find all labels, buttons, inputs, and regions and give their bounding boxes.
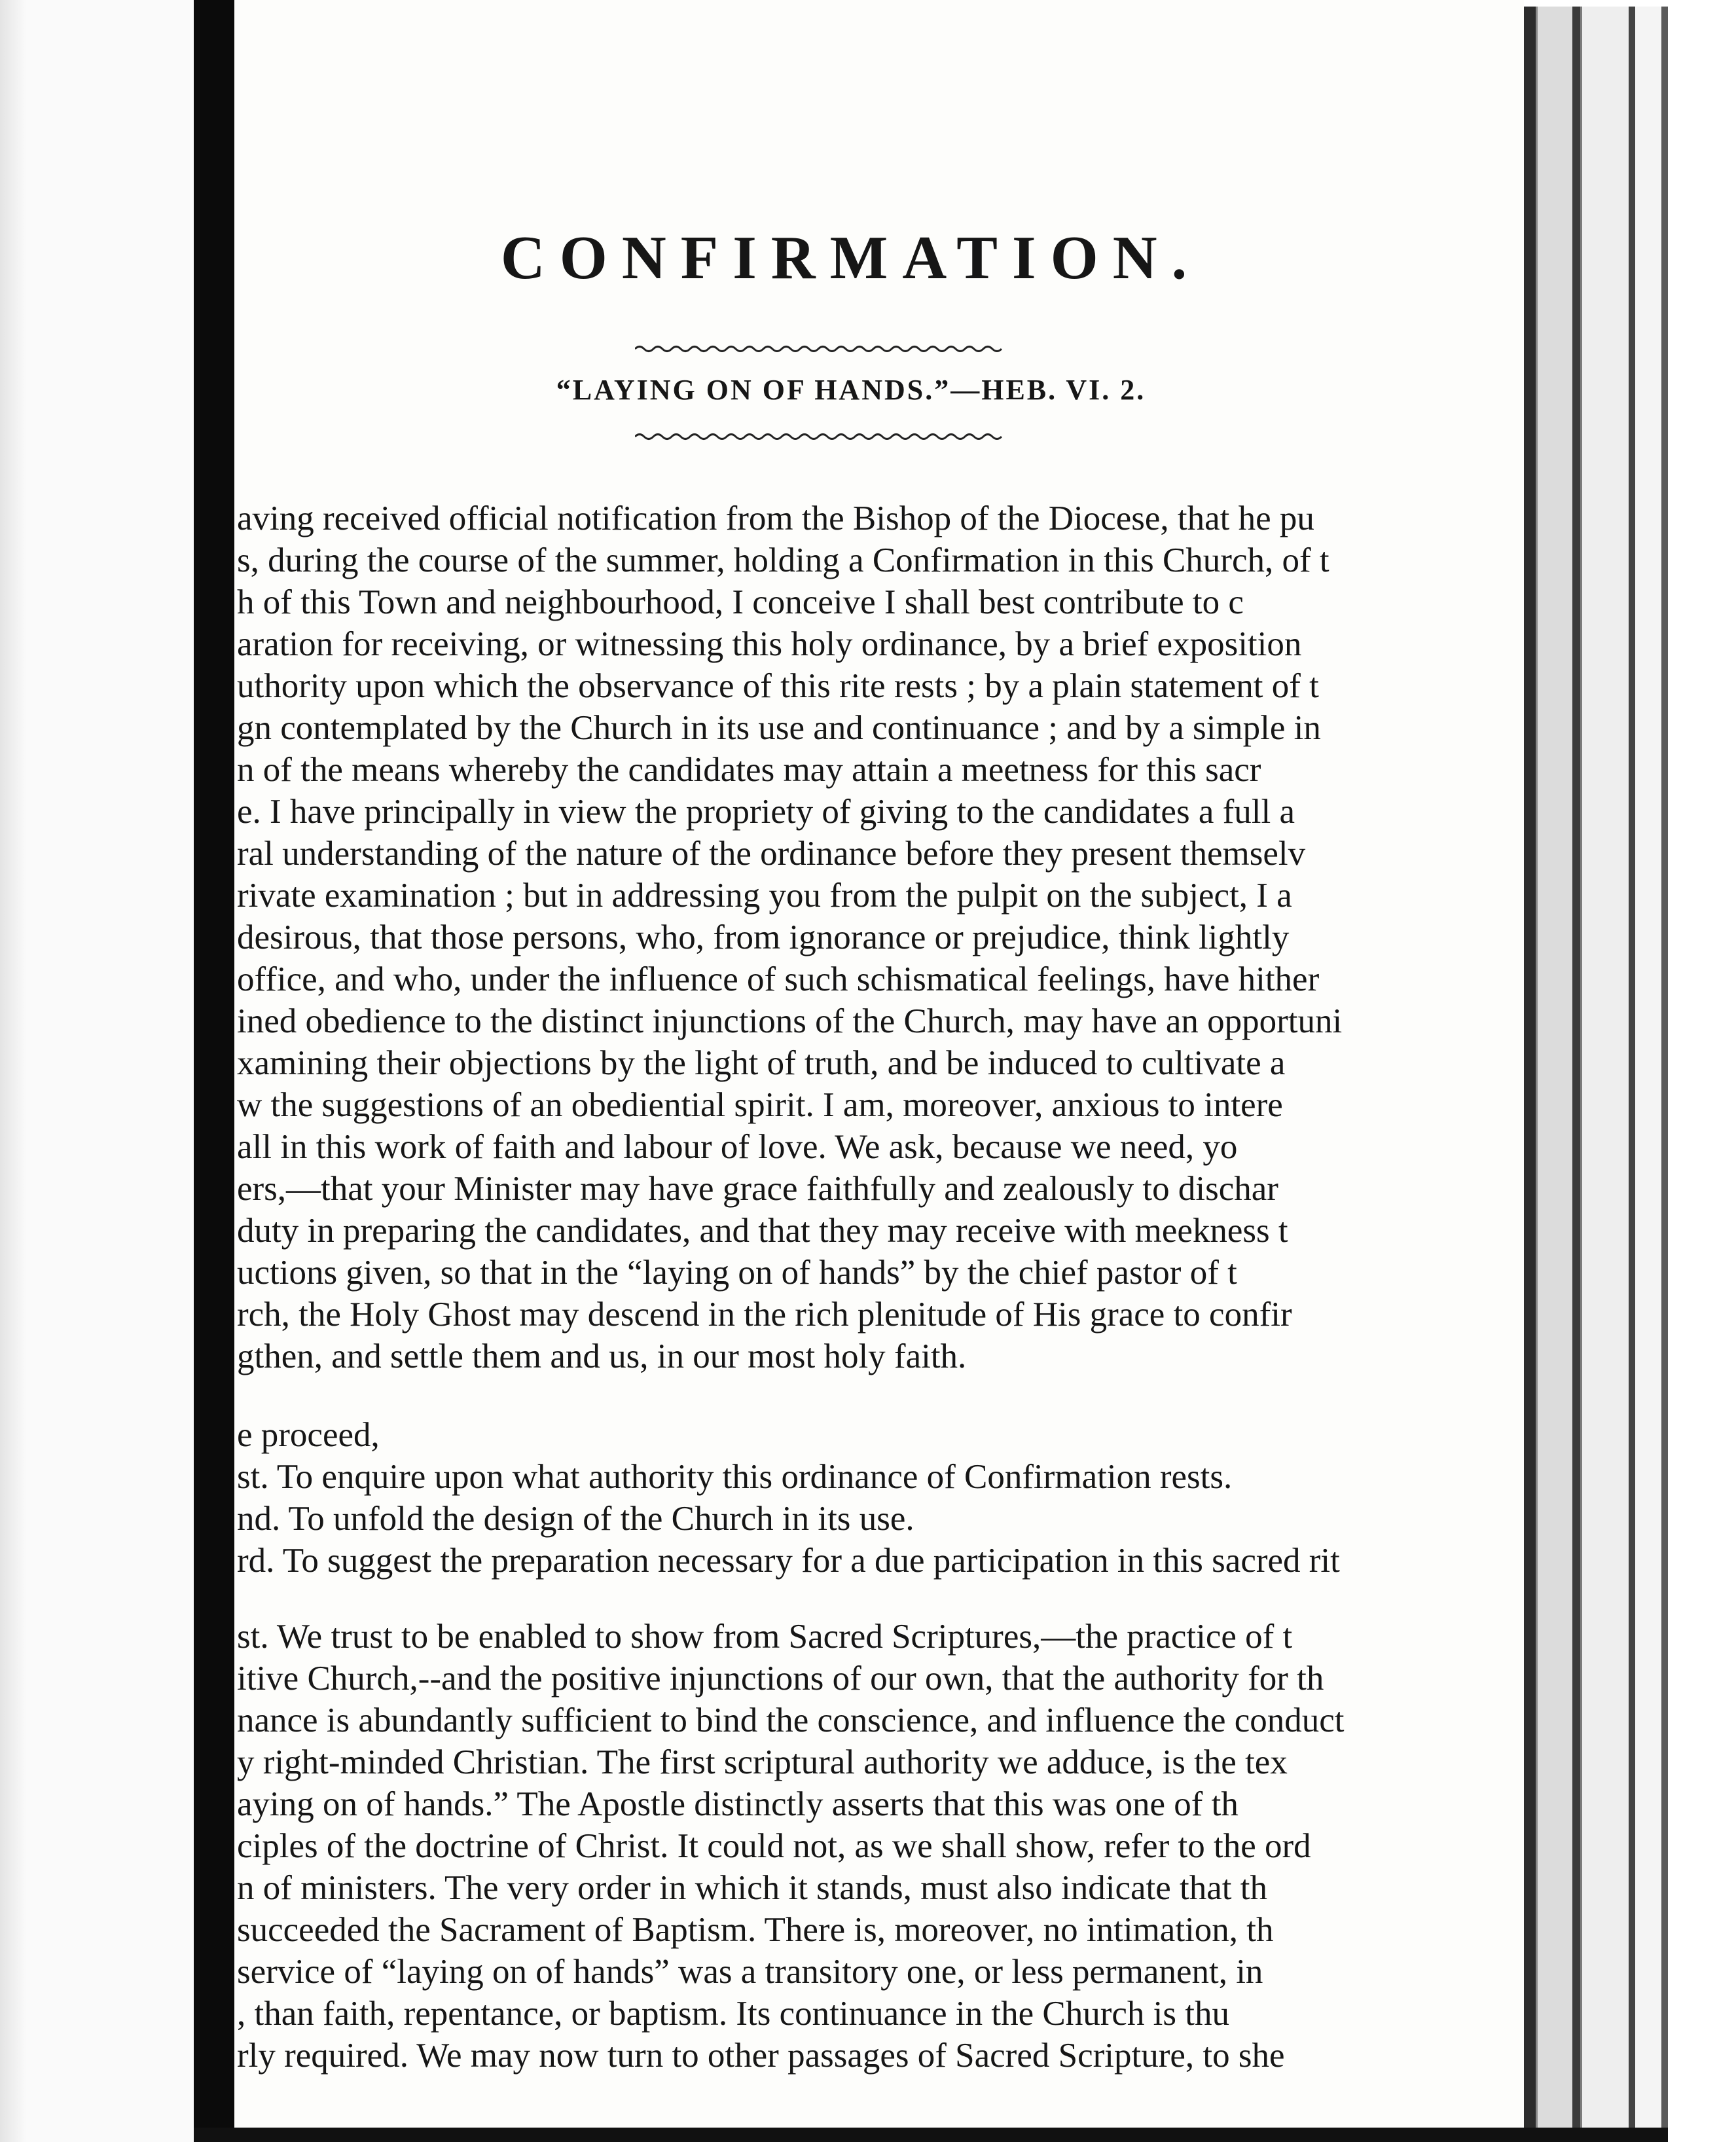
list-item: rd. To suggest the preparation necessary for a due participation in this sacred rit	[237, 1542, 1340, 1580]
book-gutter	[194, 0, 234, 2142]
text-line: e. I have principally in view the propriety of giving to the candidates a full a	[237, 793, 1295, 831]
page-edge	[1629, 7, 1635, 2128]
book-bottom-edge	[194, 2128, 1668, 2142]
page-edge	[1580, 7, 1631, 2128]
text-line: aying on of hands.” The Apostle distinctly asserts that this was one of th	[237, 1785, 1239, 1823]
scan-margin	[1668, 0, 1736, 2142]
page-edge	[1524, 7, 1536, 2128]
text-line: office, and who, under the influence of such schismatical feelings, have hither	[237, 960, 1320, 998]
text-line: rly required. We may now turn to other passages of Sacred Scripture, to she	[237, 2037, 1285, 2075]
text-line: rch, the Holy Ghost may descend in the rich plenitude of His grace to confir	[237, 1296, 1292, 1334]
page-edge	[1635, 7, 1661, 2128]
division-list	[237, 1414, 1524, 1582]
text-line: duty in preparing the candidates, and that they may receive with meekness t	[237, 1212, 1288, 1250]
text-line: uctions given, so that in the “laying on of hands” by the chief pastor of t	[237, 1254, 1237, 1292]
text-line: xamining their objections by the light of truth, and be induced to cultivate a	[237, 1044, 1286, 1082]
text-line: succeeded the Sacrament of Baptism. There is, moreover, no intimation, th	[237, 1911, 1274, 1949]
text-line: gthen, and settle them and us, in our most holy faith.	[237, 1337, 967, 1375]
text-line: nance is abundantly sufficient to bind the conscience, and influence the conduct	[237, 1701, 1345, 1739]
text-line: w the suggestions of an obediential spirit. I am, moreover, anxious to intere	[237, 1086, 1283, 1124]
text-line: n of ministers. The very order in which it stands, must also indicate that th	[237, 1869, 1268, 1907]
text-line: st. We trust to be enabled to show from Sacred Scriptures,—the practice of t	[237, 1618, 1293, 1656]
text-line: s, during the course of the summer, holding a Confirmation in this Church, of t	[237, 541, 1329, 579]
epigraph: “LAYING ON OF HANDS.”—HEB. VI. 2.	[556, 374, 1146, 406]
text-line: gn contemplated by the Church in its use and continuance ; and by a simple in	[237, 709, 1321, 747]
text-line: desirous, that those persons, who, from ignorance or prejudice, think lightly	[237, 918, 1290, 956]
text-line: h of this Town and neighbourhood, I conceive I shall best contribute to c	[237, 583, 1244, 621]
list-item: e proceed,	[237, 1416, 380, 1454]
facing-page-shading	[0, 0, 26, 2142]
text-line: aration for receiving, or witnessing this holy ordinance, by a brief exposition	[237, 625, 1302, 663]
text-line: uthority upon which the observance of this rite rests ; by a plain statement of t	[237, 667, 1319, 705]
list-item: st. To enquire upon what authority this ordinance of Confirmation rests.	[237, 1458, 1233, 1496]
paragraph-intro	[237, 498, 1524, 1377]
list-item: nd. To unfold the design of the Church in its use.	[237, 1500, 914, 1538]
text-line: ciples of the doctrine of Christ. It could not, as we shall show, refer to the ord	[237, 1827, 1311, 1865]
text-line: all in this work of faith and labour of love. We ask, because we need, yo	[237, 1128, 1238, 1166]
text-line: ers,—that your Minister may have grace faithfully and zealously to dischar	[237, 1170, 1278, 1208]
page-title: CONFIRMATION.	[500, 224, 1202, 292]
wavy-rule-top	[635, 344, 1008, 354]
page-edge	[1661, 7, 1668, 2128]
text-line: rivate examination ; but in addressing you from the pulpit on the subject, I a	[237, 877, 1292, 915]
wavy-rule-bottom	[635, 432, 1008, 441]
text-line: n of the means whereby the candidates may attain a meetness for this sacr	[237, 751, 1261, 789]
text-line: y right-minded Christian. The first scriptural authority we adduce, is the tex	[237, 1743, 1288, 1781]
text-line: , than faith, repentance, or baptism. Its continuance in the Church is thu	[237, 1995, 1229, 2033]
text-line: itive Church,--and the positive injunctions of our own, that the authority for th	[237, 1660, 1324, 1697]
text-line: ined obedience to the distinct injunctions of the Church, may have an opportuni	[237, 1002, 1343, 1040]
facing-page	[0, 0, 194, 2142]
paragraph-first-point	[237, 1616, 1524, 2077]
text-line: ral understanding of the nature of the ordinance before they present themselv	[237, 835, 1306, 873]
page-edge	[1536, 7, 1574, 2128]
text-line: service of “laying on of hands” was a transitory one, or less permanent, in	[237, 1953, 1263, 1991]
page-edge	[1572, 7, 1580, 2128]
text-line: aving received official notification from the Bishop of the Diocese, that he pu	[237, 499, 1314, 537]
